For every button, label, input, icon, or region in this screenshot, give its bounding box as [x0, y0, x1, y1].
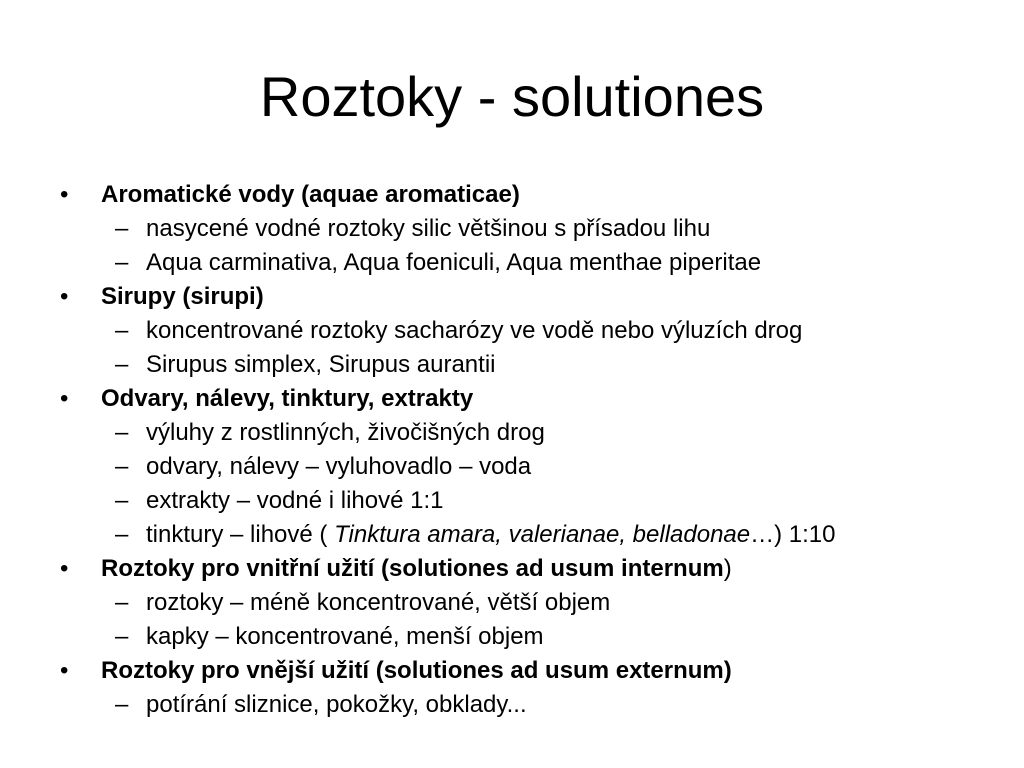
sub-item	[0, 688, 1024, 722]
bullet-heading: Aromatické vody (aquae aromaticae)	[101, 181, 520, 208]
sub-item-text: potírání sliznice, pokožky, obklady...	[146, 691, 527, 718]
sub-item-text: Aqua carminativa, Aqua foeniculi, Aqua menthae piperitae	[146, 249, 762, 276]
bullet-heading-close: )	[723, 555, 732, 582]
slide-title: Roztoky - solutiones	[259, 65, 765, 128]
bullet-icon: •	[60, 283, 69, 310]
dash-icon: –	[115, 589, 129, 616]
sub-item-text: Sirupus simplex, Sirupus aurantii	[146, 351, 496, 378]
sub-item	[0, 314, 1024, 348]
bullet-item-sirupy	[0, 280, 1024, 314]
bullet-item-odvary	[0, 382, 1024, 416]
bullet-heading: Sirupy (sirupi)	[101, 283, 264, 310]
tinktury-prefix: tinktury – lihové (	[146, 521, 335, 548]
sub-item-text: koncentrované roztoky sacharózy ve vodě nebo výluzích drog	[146, 317, 803, 344]
sub-item	[0, 246, 1024, 280]
dash-icon: –	[115, 249, 129, 276]
bullet-heading: Odvary, nálevy, tinktury, extrakty	[101, 385, 474, 412]
sub-item	[0, 212, 1024, 246]
dash-icon: –	[115, 419, 129, 446]
bullet-icon: •	[60, 555, 69, 582]
sub-item	[0, 450, 1024, 484]
sub-item	[0, 586, 1024, 620]
sub-item	[0, 348, 1024, 382]
dash-icon: –	[115, 623, 129, 650]
sub-item-text: výluhy z rostlinných, živočišných drog	[146, 419, 545, 446]
bullet-heading: Roztoky pro vnější užití (solutiones ad usum externum)	[101, 657, 732, 684]
bullet-item-vnitrni-uziti	[0, 552, 1024, 586]
bullet-item-aromaticke-vody	[0, 178, 1024, 212]
dash-icon: –	[115, 487, 129, 514]
dash-icon: –	[115, 453, 129, 480]
tinktury-examples: Tinktura amara, valerianae, belladonae	[334, 521, 751, 548]
tinktury-suffix: …) 1:10	[750, 521, 836, 548]
sub-item-text: roztoky – méně koncentrované, větší objem	[146, 589, 611, 616]
sub-item-text: odvary, nálevy – vyluhovadlo – voda	[146, 453, 532, 480]
bullet-item-vnejsi-uziti	[0, 654, 1024, 688]
bullet-heading-bold: Roztoky pro vnitřní užití (solutiones ad usum internum	[101, 555, 724, 582]
dash-icon: –	[115, 317, 129, 344]
bullet-list	[0, 178, 1024, 722]
dash-icon: –	[115, 691, 129, 718]
dash-icon: –	[115, 351, 129, 378]
sub-item-text: nasycené vodné roztoky silic většinou s přísadou lihu	[146, 215, 711, 242]
sub-item	[0, 484, 1024, 518]
bullet-icon: •	[60, 385, 69, 412]
dash-icon: –	[115, 521, 129, 548]
sub-item	[0, 416, 1024, 450]
sub-item-text: extrakty – vodné i lihové 1:1	[146, 487, 444, 514]
dash-icon: –	[115, 215, 129, 242]
sub-item-tinktury	[0, 518, 1024, 552]
bullet-heading	[101, 552, 732, 586]
sub-item	[0, 620, 1024, 654]
bullet-icon: •	[60, 657, 69, 684]
sub-item-text	[146, 518, 836, 552]
sub-item-text: kapky – koncentrované, menší objem	[146, 623, 544, 650]
bullet-icon: •	[60, 181, 69, 208]
